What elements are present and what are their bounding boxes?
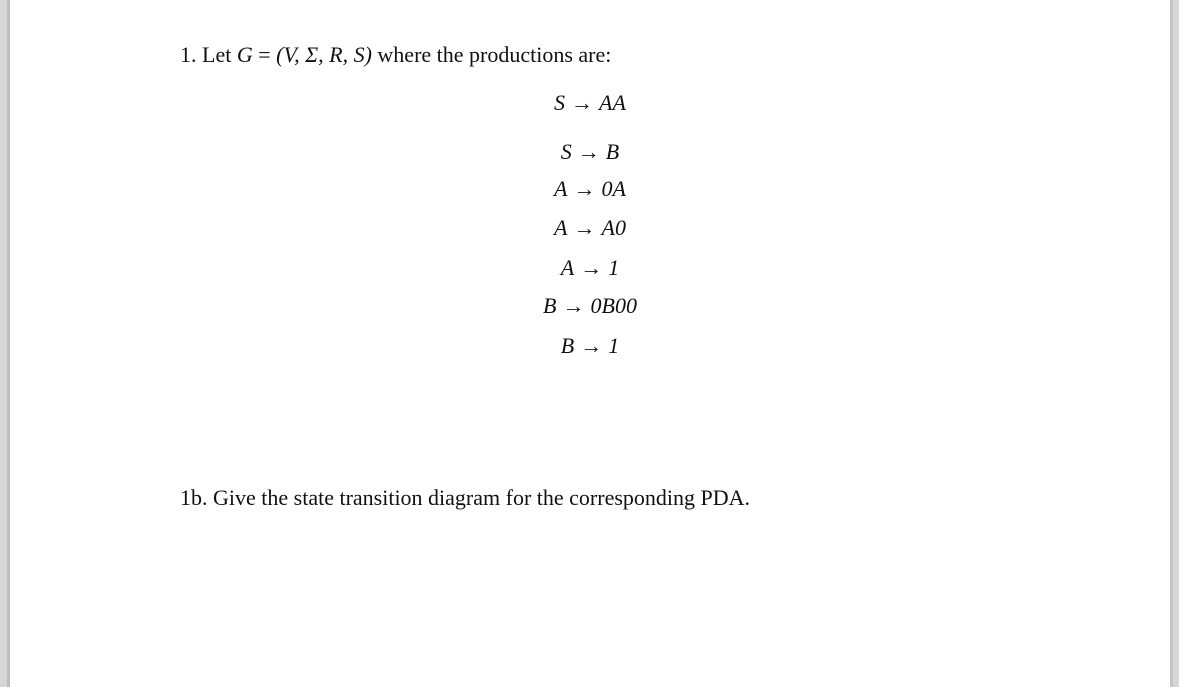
production-lhs: A [554,176,568,201]
production-arrow: → [562,293,585,318]
production-arrow: → [573,176,596,201]
production-rule [10,176,1170,202]
grammar-tuple: (V, Σ, R, S) [276,42,372,67]
production-arrow: → [573,215,596,240]
production-lhs: S [560,139,572,164]
equals-sign: = [258,42,271,67]
production-rhs: B [605,139,620,164]
production-rhs: 1 [608,333,620,358]
question-1b-statement: 1b. Give the state transition diagram for the corresponding PDA. [180,485,751,510]
production-rhs: AA [599,90,626,115]
production-rhs: A0 [601,215,626,240]
grammar-variable: G [236,42,253,67]
question-intro: Let [202,42,232,67]
production-rule [10,139,1170,165]
document-page [10,0,1170,687]
production-rule [10,215,1170,241]
question-suffix: where the productions are: [377,42,612,67]
production-arrow: → [577,139,600,164]
production-lhs: B [560,333,575,358]
production-lhs: A [554,215,568,240]
production-lhs: B [543,293,557,318]
production-arrow: → [580,255,603,280]
production-rule [10,255,1170,281]
question-1-statement [180,41,611,69]
question-number: 1. [180,42,197,67]
production-rhs: 0B00 [590,293,637,318]
production-lhs: S [554,90,566,115]
production-rule [10,90,1170,116]
production-arrow: → [571,90,594,115]
production-rule [10,333,1170,359]
production-rhs: 1 [608,255,620,280]
production-lhs: A [560,255,575,280]
production-arrow: → [580,333,603,358]
production-rule [10,293,1170,319]
page-shadow-right [1170,0,1173,687]
production-rhs: 0A [601,176,626,201]
